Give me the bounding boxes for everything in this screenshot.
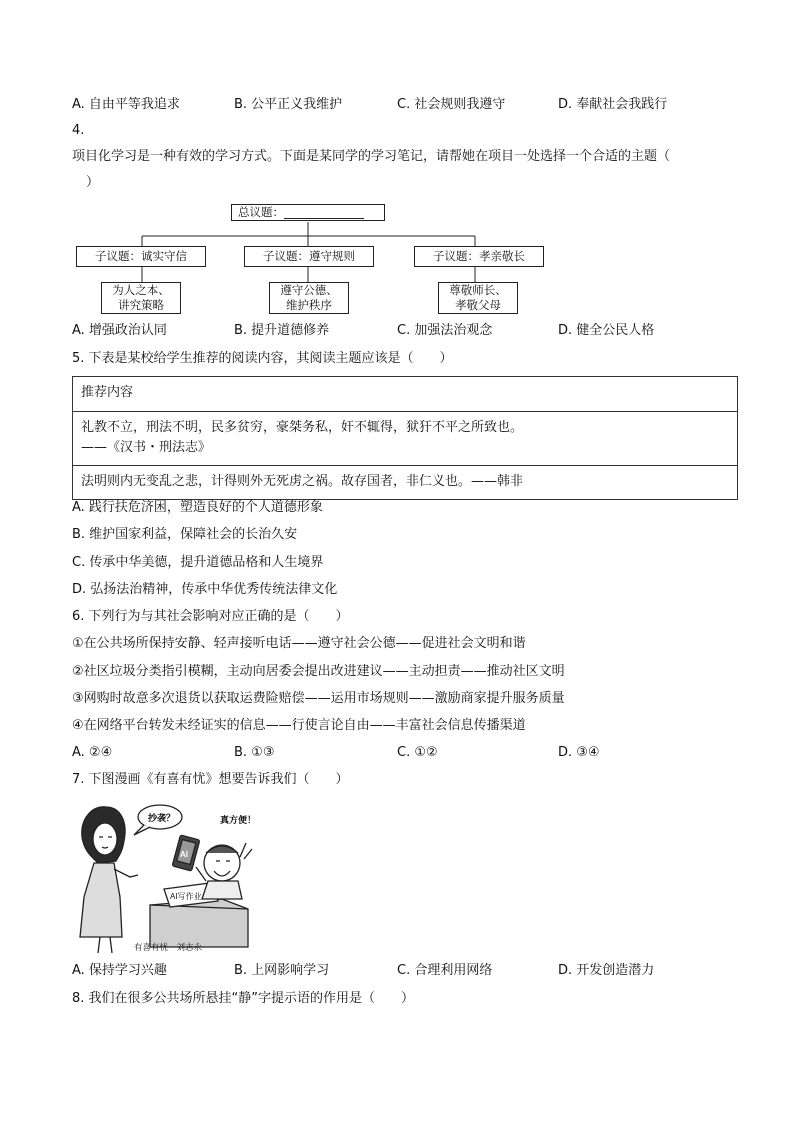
q7-options <box>72 962 732 980</box>
q7-option-d: D. 开发创造潜力 <box>558 963 655 978</box>
q5-stem: 5. 下表是某校给学生推荐的阅读内容，其阅读主题应该是（ ） <box>72 351 453 366</box>
q4-sub-detail-3-line2: 孝敬父母 <box>455 298 501 312</box>
q7-cartoon <box>72 797 262 955</box>
q6-option-d: D. ③④ <box>558 745 600 760</box>
q4-main-topic-box <box>231 204 385 221</box>
q6-item-3: ③网购时故意多次退货以获取运费险赔偿——运用市场规则——激励商家提升服务质量 <box>72 691 565 706</box>
q6-option-b: B. ①③ <box>234 745 275 760</box>
q3-option-c: C. 社会规则我遵守 <box>397 97 506 112</box>
q5-row1-line1: 礼教不立，刑法不明，民多贫穷，豪桀务私，奸不辄得，狱犴不平之所致也。 <box>81 420 524 435</box>
q7-stem: 7. 下图漫画《有喜有忧》想要告诉我们（ ） <box>72 772 349 787</box>
q4-sub-detail-3-line1: 尊敬师长、 <box>449 283 507 297</box>
q4-sub-detail-3 <box>438 282 518 314</box>
q5-row1-line2: ——《汉书・刑法志》 <box>81 440 212 455</box>
q4-stem-line2: ） <box>86 175 100 190</box>
q7-option-b: B. 上网影响学习 <box>234 963 330 978</box>
q4-option-b: B. 提升道德修养 <box>234 323 330 338</box>
q7-option-a: A. 保持学习兴趣 <box>72 963 167 978</box>
q4-diagram-connectors <box>0 0 794 330</box>
q6-option-a: A. ②④ <box>72 745 113 760</box>
q6-option-c: C. ①② <box>397 745 438 760</box>
q5-table-header: 推荐内容 <box>81 385 134 400</box>
q5-reading-table <box>72 376 738 500</box>
q4-option-d: D. 健全公民人格 <box>558 323 655 338</box>
q4-number: 4. <box>72 123 85 138</box>
q8-stem: 8. 我们在很多公共场所悬挂“静”字提示语的作用是（ ） <box>72 991 415 1006</box>
q5-table-row-2: 法明则内无变乱之悲，计得则外无死虏之祸。故存国者，非仁义也。——韩非 <box>73 465 737 499</box>
q4-sub-topic-2: 子议题：遵守规则 <box>244 246 374 267</box>
q5-option-b: B. 维护国家利益，保障社会的长治久安 <box>72 527 298 542</box>
q4-sub-topic-1: 子议题：诚实守信 <box>76 246 206 267</box>
q7-option-c: C. 合理利用网络 <box>397 963 493 978</box>
q4-sub-detail-1-line2: 讲究策略 <box>118 298 164 312</box>
q6-options <box>72 744 732 762</box>
q4-main-topic-label: 总议题： <box>238 205 284 219</box>
q7-bubble-left: 抄袭？ <box>148 813 176 823</box>
q5-table-row-1 <box>73 411 737 465</box>
q5-option-d: D. 弘扬法治精神，传承中华优秀传统法律文化 <box>72 582 338 597</box>
q7-phone-screen-text: AI <box>180 850 188 859</box>
q6-item-4: ④在网络平台转发未经证实的信息——行使言论自由——丰富社会信息传播渠道 <box>72 718 526 733</box>
q7-cartoon-caption: 有喜有忧 刘志永 <box>134 942 203 952</box>
q4-options <box>72 322 732 340</box>
q3-option-d: D. 奉献社会我践行 <box>558 97 668 112</box>
q6-item-2: ②社区垃圾分类指引模糊，主动向居委会提出改进建议——主动担责——推动社区文明 <box>72 664 565 679</box>
q4-sub-detail-2-line2: 维护秩序 <box>286 298 332 312</box>
q3-option-a: A. 自由平等我追求 <box>72 97 180 112</box>
q5-option-a: A. 践行扶危济困，塑造良好的个人道德形象 <box>72 500 323 515</box>
q6-stem: 6. 下列行为与其社会影响对应正确的是（ ） <box>72 609 349 624</box>
q4-sub-detail-1 <box>101 282 181 314</box>
q4-sub-detail-1-line1: 为人之本、 <box>112 283 170 297</box>
q5-option-c: C. 传承中华美德，提升道德品格和人生境界 <box>72 555 324 570</box>
q4-option-a: A. 增强政治认同 <box>72 323 167 338</box>
q4-stem-line1: 项目化学习是一种有效的学习方式。下面是某同学的学习笔记，请帮她在项目一处选择一个合适的主题（ <box>72 149 671 164</box>
q7-bubble-right: 真方便！ <box>220 815 257 825</box>
q7-paper-text: AI写作业 <box>170 892 202 901</box>
q4-sub-detail-2-line1: 遵守公德、 <box>280 283 338 297</box>
q4-option-c: C. 加强法治观念 <box>397 323 493 338</box>
q6-item-1: ①在公共场所保持安静、轻声接听电话——遵守社会公德——促进社会文明和谐 <box>72 636 526 651</box>
q4-sub-topic-3: 子议题：孝亲敬长 <box>414 246 544 267</box>
q4-sub-detail-2 <box>269 282 349 314</box>
q4-main-topic-blank[interactable] <box>284 207 364 219</box>
q3-option-b: B. 公平正义我维护 <box>234 97 343 112</box>
